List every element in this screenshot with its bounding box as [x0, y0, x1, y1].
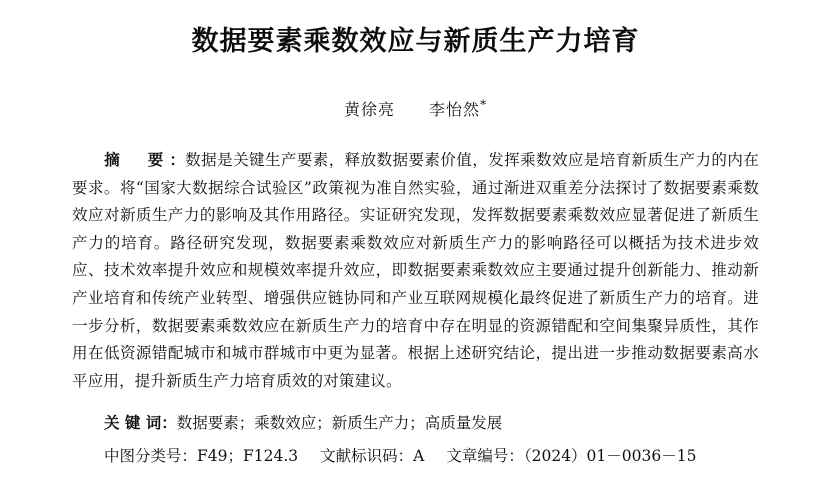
author-item — [429, 97, 487, 120]
classification-meta — [72, 443, 759, 470]
article-id-value: （2024）01－0036－15 — [523, 447, 697, 466]
abstract-text: 数据是关键生产要素，释放数据要素价值，发挥乘数效应是培育新质生产力的内在要求。将“国家大数据综合试验区”政策视为准自然实验，通过渐进双重差分法探讨了数据要素乘数效应对新质生产力的影响及其作用路径。实证研究发现，发挥数据要素乘数效应显著促进了新质生产力的培育。路径研究发现，数据要素乘数效应对新质生产力的影响路径可以概括为技术进步效应、技术效率提升效应和规模效率提升效应，即数据要素乘数效应主要通过提升创新能力、推动新产业培育和传统产业转型、增强供应链协同和产业互联网规模化最终促进了新质生产力的培育。进一步分析，数据要素乘数效应在新质生产力的培育中存在明显的资源错配和空间集聚异质性，其作用在低资源错配城市和城市群城市中更为显著。根据上述研究结论，提出进一步推动数据要素高水平应用，提升新质生产力培育质效的对策建议。 — [72, 151, 759, 390]
page-title: 数据要素乘数效应与新质生产力培育 — [191, 26, 640, 57]
document-code — [320, 447, 424, 465]
author-item — [344, 97, 395, 120]
article-id — [446, 447, 696, 465]
author-name: 李怡然 — [429, 100, 481, 120]
document-code-label: 文献标识码： — [320, 447, 414, 466]
clc-number — [104, 447, 298, 465]
author-marker: * — [480, 97, 488, 112]
abstract-label-colon: ： — [169, 150, 186, 170]
document-code-value: A — [413, 447, 425, 466]
abstract-section — [72, 146, 759, 395]
article-id-label: 文章编号： — [446, 447, 524, 466]
keywords-label: 关 键 词： — [104, 413, 177, 433]
author-name: 黄徐亮 — [343, 100, 395, 120]
keywords-section — [72, 409, 759, 437]
author-list — [72, 97, 759, 120]
clc-label: 中图分类号： — [104, 447, 198, 466]
abstract-label: 摘 要 — [104, 150, 170, 170]
keywords-value: 数据要素；乘数效应；新质生产力；高质量发展 — [176, 414, 503, 433]
clc-value: F49；F124.3 — [197, 447, 299, 466]
